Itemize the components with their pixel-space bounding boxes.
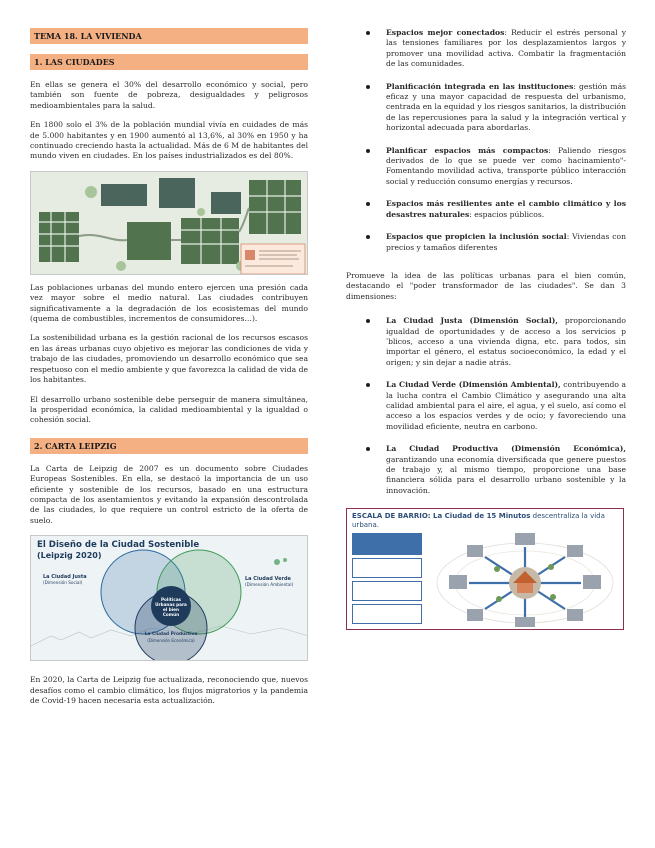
left-column	[30, 28, 308, 715]
right-column	[346, 28, 626, 630]
section-band-carta-leipzig: 2. CARTA LEIPZIG	[30, 438, 308, 454]
item-title: La Ciudad Verde (Dimensión Ambiental),	[386, 380, 561, 390]
item-title: La Ciudad Productiva (Dimensión Económica),	[386, 444, 626, 454]
paragraph: La sostenibilidad urbana es la gestión racional de los recursos escasos en las áreas urbanas cuyo objetivo es mejorar las condiciones de vida y trabajo de las ciudades, promoviendo un desarrollo económico que sea respetuoso con el medio ambiente y que favorezca la calidad de vida de los habitantes.	[30, 333, 308, 385]
barrio-15-minutos-figure	[346, 508, 624, 630]
title-band: TEMA 18. LA VIVIENDA	[30, 28, 308, 44]
barrio-graphic	[347, 509, 624, 630]
item-title: Planificación integrada en las instituciones	[386, 81, 574, 91]
item-text: : espacios públicos.	[469, 209, 545, 219]
item-text: contribuyendo a la lucha contra el Cambio Climático y asegurando una alta calidad ambiental para el aire, el agua, y el suelo, así como el acceso a los espacios verdes y de ocio; y favoreciendo una movilidad eficiente, neutra en carbono.	[386, 380, 626, 431]
venn-justa-label: La Ciudad Justa	[43, 574, 87, 581]
bullet-icon	[366, 31, 370, 35]
item-text: : gestión más eficaz y una mayor capacidad de respuesta del urbanismo, centrada en la equidad y los riesgos sanitarios, la distribución de las repercusiones para la salud y la integración vertical y horizontal adecuada para abordarlas.	[386, 81, 626, 133]
paragraph: La Carta de Leipzig de 2007 es un documento sobre Ciudades Europeas Sostenibles. En ella, se destacó la importancia de un uso eficiente y sostenible de los recursos, basado en una estructura compacta de los asentamientos y evitando la expansión descontrolada de las ciudades, lo que requiere un control estricto de la oferta de suelo.	[30, 463, 308, 525]
city-map-graphic	[31, 172, 308, 275]
item-title: Planificar espacios más compactos	[386, 145, 549, 155]
item-title: La Ciudad Justa (Dimensión Social),	[386, 316, 558, 326]
item-title: Espacios más resilientes ante el cambio climático y los desastres naturales	[386, 199, 626, 219]
item-text: garantizando una economía diversificada que genere puestos de trabajo y, al mismo tiempo, proporcione una base financiera sólida para el desarrollo urbano sostenible y la innovación.	[386, 454, 626, 495]
list-item	[346, 444, 626, 496]
item-title: Espacios mejor conectados	[386, 28, 505, 37]
item-text: proporcionando igualdad de oportunidades y de acceso a los servicios pˈblicos, acceso a una vivienda digna, etc. para todos, sin importar el género, el estatus socioeconómico, la edad y el origen; y sin dejar a nadie atrás.	[386, 316, 626, 367]
bullet-icon	[366, 235, 370, 239]
item-text: : Paliendo riesgos derivados de lo que se puede ver como hacinamiento"- Fomentando movilidad activa, transporte público interacción social y reducción consumo energías y recursos.	[386, 145, 626, 186]
list-item	[346, 232, 626, 253]
bullet-icon	[366, 202, 370, 206]
list-item	[346, 316, 626, 368]
paragraph: Las poblaciones urbanas del mundo entero ejercen una presión cada vez mayor sobre el medio natural. Las ciudades contribuyen significativamente a la degradación de los ecosistemas del mundo (quema de combustibles, incrementos de consumidores…).	[30, 282, 308, 324]
bullet-icon	[366, 447, 370, 451]
bullet-icon	[366, 319, 370, 323]
venn-verde-sub: (Dimensión Ambiental)	[245, 582, 294, 588]
venn-productiva-sub: (Dimensión Económica)	[147, 638, 195, 644]
item-title: Espacios que propicien la inclusión social	[386, 232, 567, 242]
venn-verde-label: La Ciudad Verde	[245, 576, 291, 583]
bullet-icon	[366, 149, 370, 153]
venn-center-label: Políticas Urbanas para el bien Común	[155, 597, 187, 618]
objectives-list	[346, 28, 626, 253]
section-band-ciudades: 1. LAS CIUDADES	[30, 54, 308, 70]
paragraph: En 2020, la Carta de Leipzig fue actualizada, reconociendo que, nuevos desafíos como el cambio climático, los flujos migratorios y la pandemia de Covid-19 hacen necesaria esta actualización.	[30, 675, 308, 705]
list-item	[346, 146, 626, 188]
item-text: : Reducir el estrés personal y las tensiones familiares por los desplazamientos largos y promover una movilidad activa. Combatir la fragmentación de las comunidades.	[386, 28, 626, 69]
paragraph: El desarrollo urbano sostenible debe perseguir de manera simultánea, la prosperidad económica, la calidad medioambiental y la igualdad o cohesión social.	[30, 394, 308, 425]
bullet-icon	[366, 383, 370, 387]
venn-subtitle: (Leipzig 2020)	[37, 551, 102, 561]
barrio-title-bold: ESCALA DE BARRIO: La Ciudad de 15 Minutos	[352, 512, 531, 521]
venn-title: El Diseño de la Ciudad Sostenible	[37, 540, 200, 551]
city-map-illustration	[30, 171, 308, 275]
dimensions-list	[346, 316, 626, 496]
list-item	[346, 199, 626, 220]
list-item	[346, 82, 626, 134]
list-item	[346, 28, 626, 70]
venn-productiva-label: La Ciudad Productiva	[144, 632, 198, 638]
item-text: : Viviendas con precios y tamaños diferentes	[386, 232, 626, 252]
venn-justa-sub: (Dimensión Social)	[43, 580, 83, 586]
list-item	[346, 380, 626, 432]
paragraph: En ellas se genera el 30% del desarrollo económico y social, pero también son fuente de pobreza, desigualdades y peligrosos medioambientales para la salud.	[30, 80, 308, 110]
bullet-icon	[366, 85, 370, 89]
barrio-title-rest: descentraliza la vida urbana.	[352, 512, 605, 530]
paragraph: En 1800 solo el 3% de la población mundial vivía en cuidades de más de 5.000 habitantes y en 1900 aumentó al 13,6%, al 30% en 1950 y ha continuado creciendo hasta la actualidad. Más de 6 M de habitantes del mundo viven en ciudades. En los países industrializados es del 80%.	[30, 120, 308, 161]
leipzig-venn-figure	[30, 535, 308, 661]
paragraph-promueve: Promueve la idea de las políticas urbanas para el bien común, destacando el "poder transformador de las ciudades". Se dan 3 dimensiones:	[346, 270, 626, 301]
